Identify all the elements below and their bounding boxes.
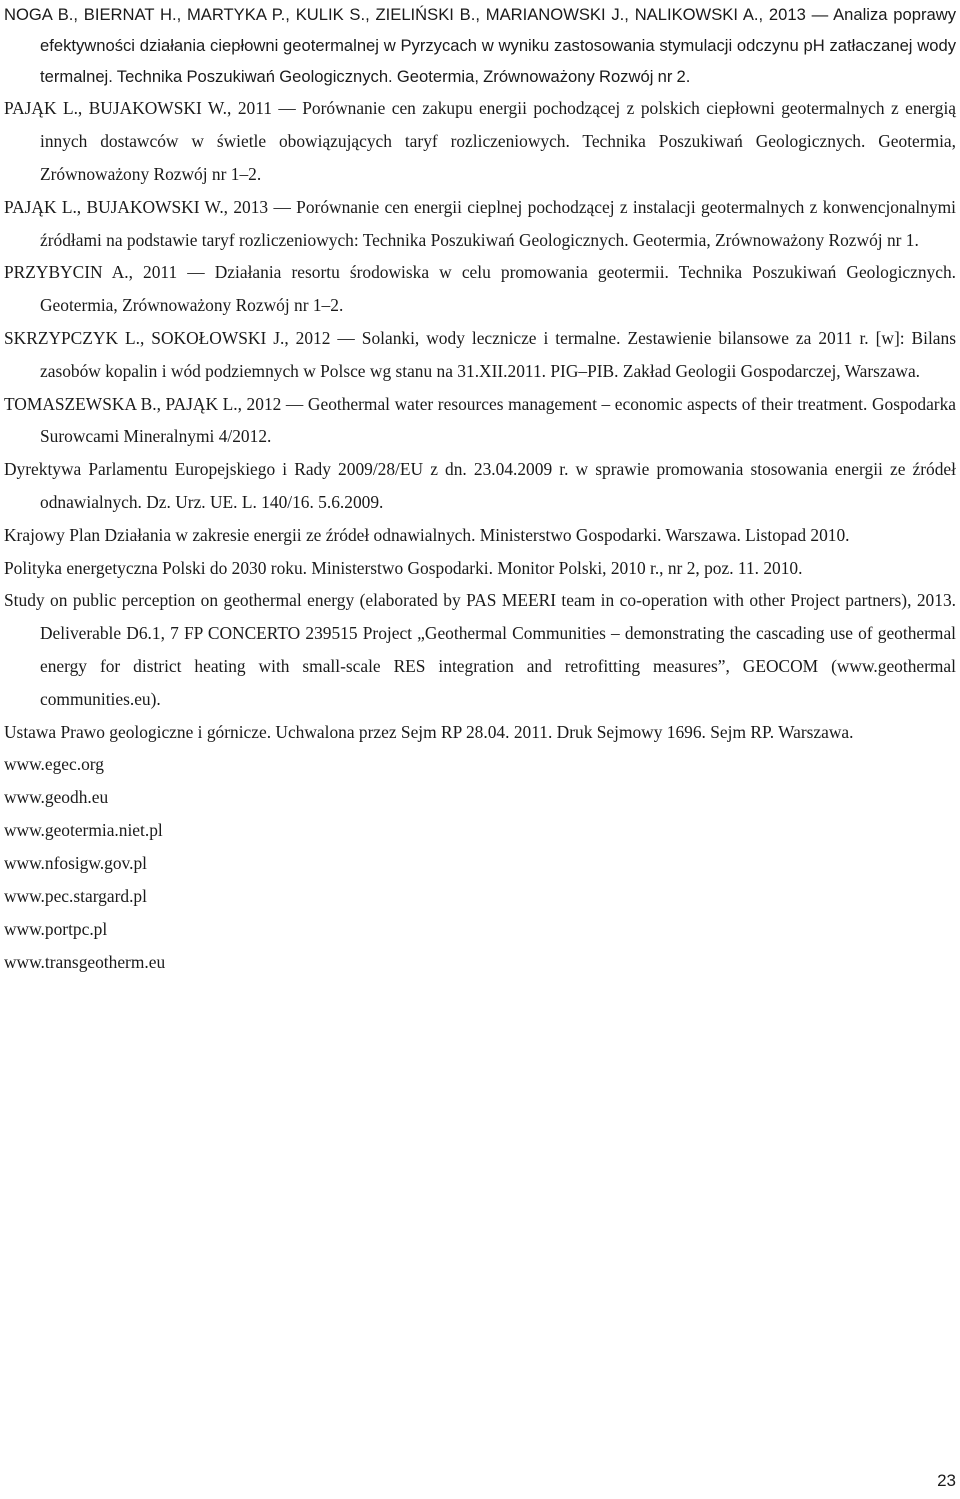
reference-tomaszewska-2012: TOMASZEWSKA B., PAJĄK L., 2012 — Geothermal water resources management – economic aspects of their treatment. Gospodarka Surowcami Mineralnymi 4/2012. bbox=[4, 393, 956, 447]
reference-noga-2013: NOGA B., BIERNAT H., MARTYKA P., KULIK S., ZIELIŃSKI B., MARIANOWSKI J., NALIKOWSKI A., 2013 — Analiza poprawy efektywności działania ciepłowni geotermalnej w Pyrzycach w wyniku zastosowania stymulacji odczynu pH zatłaczanej wody termalnej. Technika Poszukiwań Geologicznych. Geotermia, Zrównoważony Rozwój nr 2. bbox=[4, 5, 956, 86]
page-number: 23 bbox=[937, 1471, 956, 1490]
url-egec[interactable]: www.egec.org bbox=[4, 754, 104, 775]
url-geotermia[interactable]: www.geotermia.niet.pl bbox=[4, 820, 163, 841]
references-list bbox=[4, 0, 956, 979]
url-pec-stargard[interactable]: www.pec.stargard.pl bbox=[4, 886, 147, 907]
reference-study-geocom: Study on public perception on geothermal energy (elaborated by PAS MEERI team in co-operation with other Project partners), 2013. Deliverable D6.1, 7 FP CONCERTO 239515 Project „Geothermal Communities – demonstrating the cascading use of geothermal energy for district heating with small-scale RES integration and retrofitting measures”, GEOCOM (www.geothermal communities.eu). bbox=[4, 590, 956, 709]
url-geodh[interactable]: www.geodh.eu bbox=[4, 787, 109, 808]
reference-przybycin-2011: PRZYBYCIN A., 2011 — Działania resortu środowiska w celu promowania geotermii. Technika Poszukiwań Geologicznych. Geotermia, Zrównoważony Rozwój nr 1–2. bbox=[4, 262, 956, 316]
reference-skrzypczyk-2012: SKRZYPCZYK L., SOKOŁOWSKI J., 2012 — Solanki, wody lecznicze i termalne. Zestawienie bilansowe za 2011 r. [w]: Bilans zasobów kopalin i wód podziemnych w Polsce wg stanu na 31.XII.2011. PIG–PIB. Zakład Geologii Gospodarczej, Warszawa. bbox=[4, 327, 956, 381]
reference-dyrektywa-2009: Dyrektywa Parlamentu Europejskiego i Rady 2009/28/EU z dn. 23.04.2009 r. w sprawie promowania stosowania energii ze źródeł odnawialnych. Dz. Urz. UE. L. 140/16. 5.6.2009. bbox=[4, 459, 956, 512]
reference-polityka-energetyczna: Polityka energetyczna Polski do 2030 roku. Ministerstwo Gospodarki. Monitor Polski, 2010 r., nr 2, poz. 11. 2010. bbox=[4, 557, 803, 578]
reference-krajowy-plan: Krajowy Plan Działania w zakresie energii ze źródeł odnawialnych. Ministerstwo Gospodarki. Warszawa. Listopad 2010. bbox=[4, 524, 850, 545]
reference-pajak-2013: PAJĄK L., BUJAKOWSKI W., 2013 — Porównanie cen energii cieplnej pochodzącej z instalacji geotermalnych z konwencjonalnymi źródłami na podstawie taryf rozliczeniowych: Technika Poszukiwań Geologicznych. Geotermia, Zrównoważony Rozwój nr 1. bbox=[4, 196, 956, 250]
reference-ustawa: Ustawa Prawo geologiczne i górnicze. Uchwalona przez Sejm RP 28.04. 2011. Druk Sejmowy 1696. Sejm RP. Warszawa. bbox=[4, 721, 854, 742]
url-nfosigw[interactable]: www.nfosigw.gov.pl bbox=[4, 853, 147, 874]
url-transgeotherm[interactable]: www.transgeotherm.eu bbox=[4, 952, 166, 973]
reference-pajak-2011: PAJĄK L., BUJAKOWSKI W., 2011 — Porównanie cen zakupu energii pochodzącej z polskich ciepłowni geotermalnych z energią innych dostawców w świetle obowiązujących taryf rozliczeniowych. Technika Poszukiwań Geologicznych. Geotermia, Zrównoważony Rozwój nr 1–2. bbox=[4, 98, 956, 184]
url-portpc[interactable]: www.portpc.pl bbox=[4, 919, 108, 940]
